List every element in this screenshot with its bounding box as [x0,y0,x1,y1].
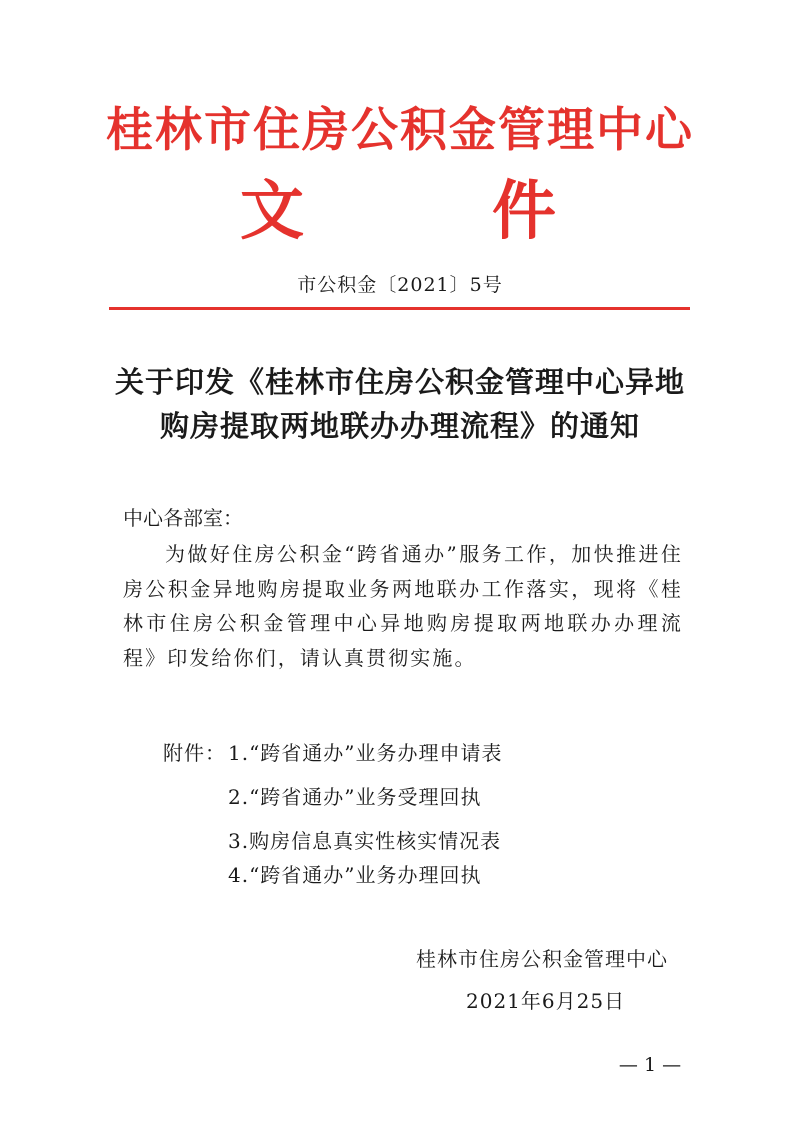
signature-organization: 桂林市住房公积金管理中心 [416,947,668,971]
attachments-label: 附件： [163,741,226,765]
salutation: 中心各部室： [123,506,243,530]
signature-date: 2021年6月25日 [466,989,626,1013]
issuer-name: 桂林市住房公积金管理中心 [106,103,694,158]
doc-type-char-left: 文 [240,175,304,249]
doc-type-char-right: 件 [492,175,556,249]
attachment-item-2: 2.“跨省通办”业务受理回执 [228,785,482,809]
attachment-item-4: 4.“跨省通办”业务办理回执 [228,863,482,887]
document-title-line-2: 购房提取两地联办办理流程》的通知 [159,409,640,443]
document-title-line-1: 关于印发《桂林市住房公积金管理中心异地 [114,365,685,399]
attachment-item-1: 1.“跨省通办”业务办理申请表 [228,741,503,765]
attachment-item-3: 3.购房信息真实性核实情况表 [228,829,502,853]
body-paragraph: 为做好住房公积金“跨省通办”服务工作，加快推进住房公积金异地购房提取业务两地联办工作落实，现将《桂林市住房公积金管理中心异地购房提取两地联办办理流程》印发给你们，请认真贯彻实施。 [123,542,683,670]
red-divider-line [109,307,690,310]
page-number: — 1 — [618,1054,682,1076]
document-number: 市公积金〔2021〕5号 [297,274,503,296]
